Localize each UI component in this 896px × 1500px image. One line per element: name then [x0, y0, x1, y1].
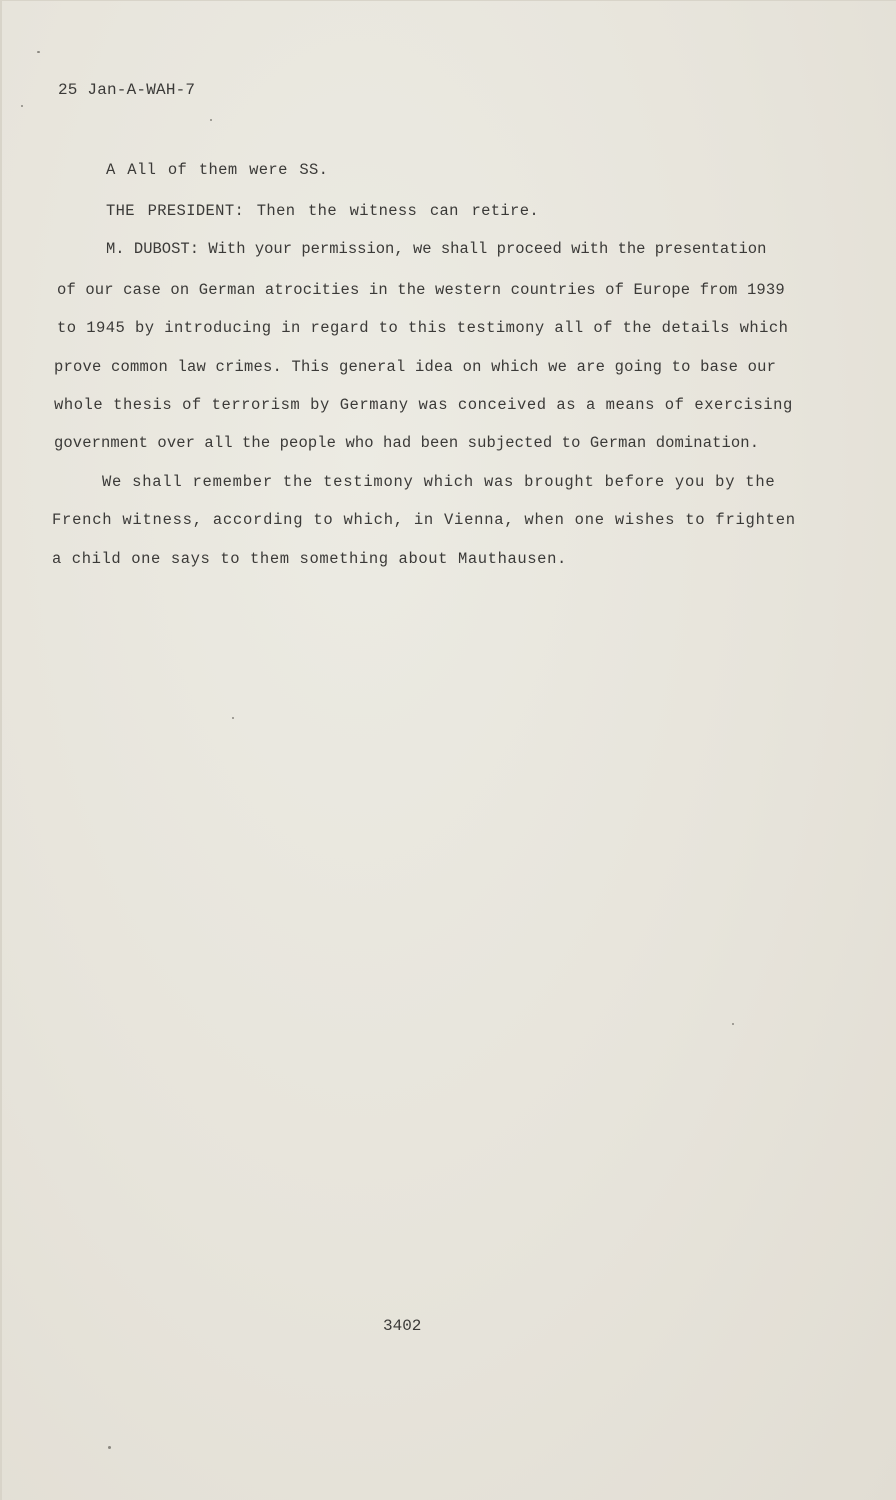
paper-speck	[210, 119, 212, 121]
paper-speck	[732, 1023, 734, 1025]
paper-speck	[21, 105, 23, 107]
text-line: prove common law crimes. This general idea on which we are going to base our	[54, 358, 777, 376]
text-line: government over all the people who had been subjected to German domination.	[54, 434, 760, 452]
text-line: to 1945 by introducing in regard to this testimony all of the details which	[57, 319, 789, 337]
text-line: of our case on German atrocities in the western countries of Europe from 1939	[57, 281, 785, 299]
text-line: M. DUBOST: With your permission, we shall proceed with the presentation	[106, 240, 767, 258]
paper-speck	[37, 51, 40, 53]
text-line: THE PRESIDENT: Then the witness can retire.	[106, 202, 540, 220]
text-line: French witness, according to which, in Vienna, when one wishes to frighten	[52, 511, 796, 529]
paper-speck	[108, 1446, 111, 1449]
document-header-id: 25 Jan-A-WAH-7	[58, 81, 196, 99]
text-line: whole thesis of terrorism by Germany was conceived as a means of exercising	[54, 396, 793, 414]
text-line: a child one says to them something about Mauthausen.	[52, 550, 567, 568]
text-line: A All of them were SS.	[106, 161, 329, 179]
paper-speck	[232, 717, 234, 719]
text-line: We shall remember the testimony which was brought before you by the	[102, 473, 776, 491]
page-number: 3402	[383, 1317, 422, 1335]
